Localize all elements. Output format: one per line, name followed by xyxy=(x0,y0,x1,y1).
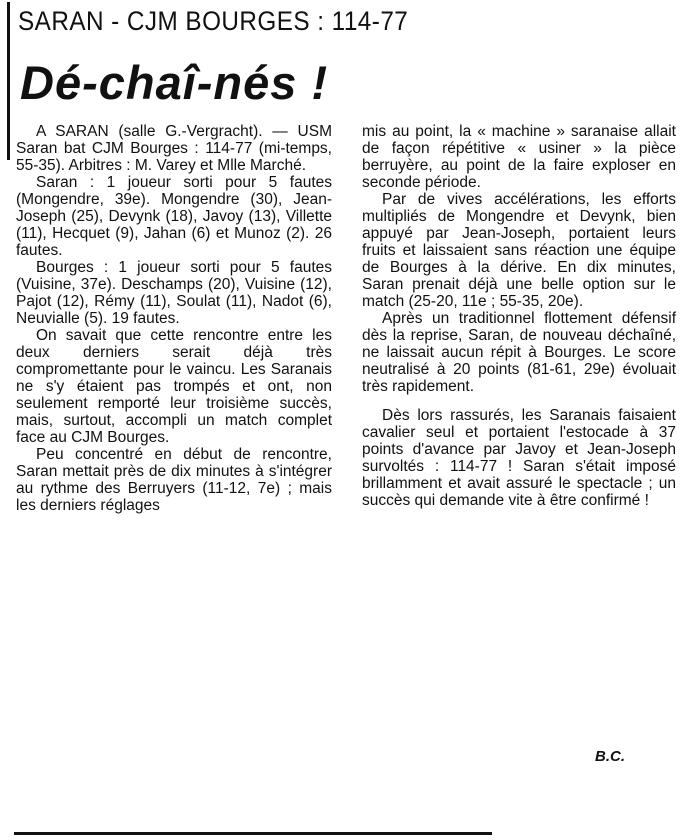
body-paragraph: Peu concentré en début de rencontre, Saran mettait près de dix minutes à s'intégrer au rythme des Berruyers (11-12, 7e) ; mais les derniers réglages xyxy=(16,446,332,514)
body-paragraph: Par de vives accélérations, les efforts multipliés de Mongendre et Devynk, bien appuyé par Jean-Joseph, portaient leurs fruits et laissaient sans réaction une équipe de Bourges à la dérive. En dix minutes, Saran prenait déjà une belle option sur le match (25-20, 11e ; 55-35, 20e). xyxy=(362,191,676,310)
match-result-headline: SARAN - CJM BOURGES : 114-77 xyxy=(18,6,409,36)
body-paragraph: On savait que cette rencontre entre les deux derniers serait déjà très compromettante pour le vaincu. Les Saranais ne s'y étaient pas trompés et ont, non seulement remporté leur troisième succès, mais, surtout, accompli un match complet face au CJM Bourges. xyxy=(16,327,332,446)
article-title: Dé-chaî-nés ! xyxy=(20,56,329,109)
bottom-rule xyxy=(14,832,492,835)
body-paragraph: Après un traditionnel flottement défensif dès la reprise, Saran, de nouveau déchaîné, ne laissait aucun répit à Bourges. Le score neutralisé à 20 points (81-61, 29e) évoluait très rapidement. xyxy=(362,310,676,395)
saran-lineup-paragraph: Saran : 1 joueur sorti pour 5 fautes (Mongendre, 39e). Mongendre (30), Jean-Joseph (25), Devynk (18), Javoy (13), Villette (11), Hecquet (9), Jahan (6) et Munoz (2). 26 fautes. xyxy=(16,174,332,259)
body-paragraph: Dès lors rassurés, les Saranais faisaient cavalier seul et portaient l'estocade à 37 points d'avance par Javoy et Jean-Joseph survoltés : 114-77 ! Saran s'était imposé brillamment et avait assuré le spectacle ; un succès qui demande vite à être confirmé ! xyxy=(362,407,676,509)
body-paragraph: mis au point, la « machine » saranaise allait de façon répétitive « usiner » la pièce berruyère, au point de la faire exploser en seconde période. xyxy=(362,123,676,191)
left-column xyxy=(16,123,332,514)
author-signature: B.C. xyxy=(595,748,625,765)
right-column xyxy=(362,123,676,509)
bourges-lineup-paragraph: Bourges : 1 joueur sorti pour 5 fautes (Vuisine, 37e). Deschamps (20), Vuisine (12), Pajot (12), Rémy (11), Soulat (11), Nadot (6), Neuvialle (5). 19 fautes. xyxy=(16,259,332,327)
match-info-paragraph: A SARAN (salle G.-Vergracht). — USM Saran bat CJM Bourges : 114-77 (mi-temps, 55-35). Arbitres : M. Varey et Mlle Marché. xyxy=(16,123,332,174)
left-vertical-rule xyxy=(7,2,10,160)
